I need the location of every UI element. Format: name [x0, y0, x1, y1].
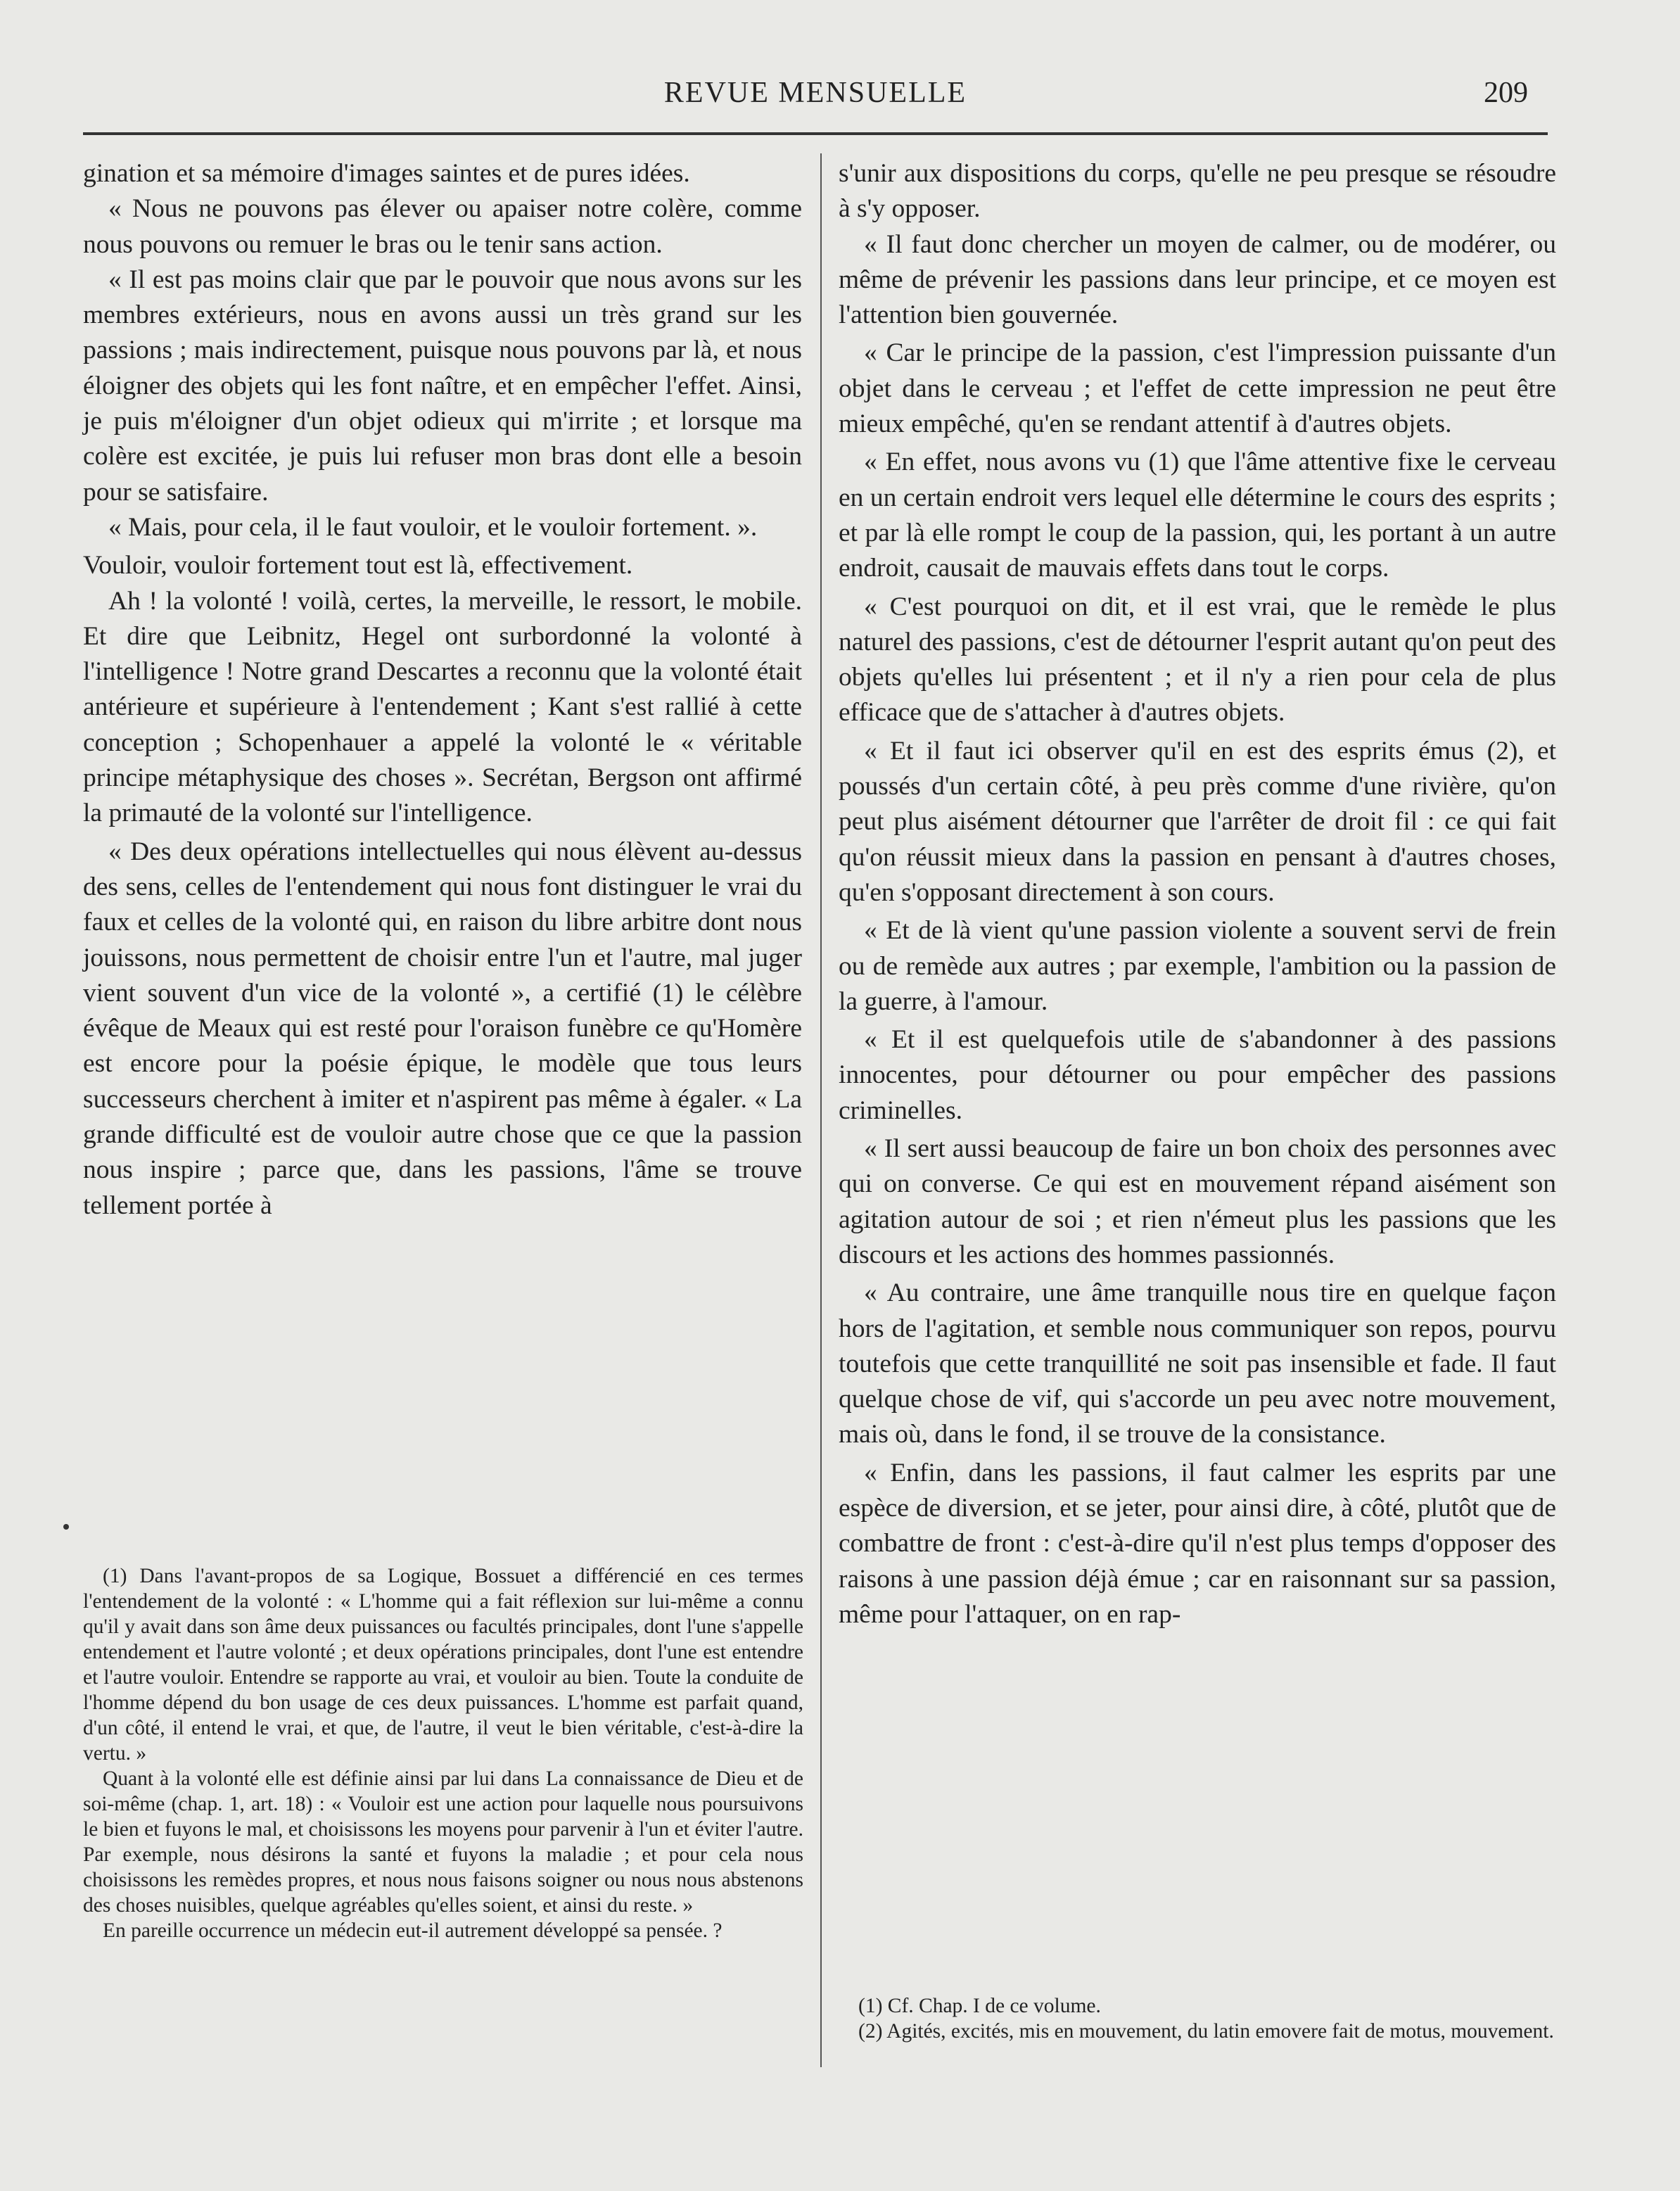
- paragraph: « En effet, nous avons vu (1) que l'âme attentive fixe le cerveau en un certain endroit vers lequel elle détermine le cours des esprits ; et par là elle rompt le coup de la passion, qui, les portant à un autre endroit, causait de mauvais effets dans tout le corps.: [839, 447, 1556, 583]
- bullet-mark: [63, 1524, 69, 1530]
- paragraph: « Mais, pour cela, il le faut vouloir, et le vouloir fortement. ».: [108, 512, 758, 542]
- paragraph: « Il sert aussi beaucoup de faire un bon choix des personnes avec qui on converse. Ce qui est en mouvement répand aisément son agitation autour de soi ; et rien n'émeut plus les passions que les discours et les actions des hommes passionnés.: [839, 1134, 1556, 1269]
- paragraph: s'unir aux dispositions du corps, qu'elle ne peu presque se résoudre à s'y opposer.: [839, 159, 1556, 224]
- paragraph: « Et il faut ici observer qu'il en est des esprits émus (2), et poussés d'un certain côté, à peu près comme d'une rivière, qu'on peut plus aisément détourner que l'arrêter de droit fil : ce qui fait qu'on réussit mieux dans la passion en pensant à d'autres choses, qu'en s'opposant directement à son cours.: [839, 736, 1556, 907]
- left-column: [83, 156, 802, 1224]
- footnote: En pareille occurrence un médecin eut-il autrement développé sa pensée. ?: [103, 1919, 723, 1942]
- paragraph: « Et il est quelquefois utile de s'abandonner à des passions innocentes, pour détourner ou pour empêcher des passions criminelles.: [839, 1025, 1556, 1125]
- paragraph: « Il faut donc chercher un moyen de calmer, ou de modérer, ou même de prévenir les passions dans leur principe, et ce moyen est l'attention bien gouvernée.: [839, 229, 1556, 330]
- paragraph: « C'est pourquoi on dit, et il est vrai, que le remède le plus naturel des passions, c'est de détourner l'esprit autant qu'on peut des objets qu'elles lui présentent ; et il n'y a rien pour cela de plus efficace que de s'attacher à d'autres objets.: [839, 592, 1556, 728]
- footnote: (2) Agités, excités, mis en mouvement, du latin emovere fait de motus, mouvement.: [858, 2020, 1554, 2043]
- running-header: [83, 76, 1548, 118]
- right-footnotes: [839, 1993, 1555, 2044]
- paragraph: gination et sa mémoire d'images saintes et de pures idées.: [83, 159, 690, 188]
- footnote: (1) Cf. Chap. I de ce volume.: [858, 1995, 1101, 2017]
- page-number: 209: [1484, 77, 1528, 109]
- footnote: (1) Dans l'avant-propos de sa Logique, Bossuet a différencié en ces termes l'entendement de la volonté : « L'homme qui a fait réflexion sur lui-même a connu qu'il y avait dans son âme deux puissances ou facultés principales, dont l'une s'appelle entendement et l'autre volonté ; et deux opérations principales, dont l'une est entendre et l'autre vouloir. Entendre se rapporte au vrai, et vouloir au bien. Toute la conduite de l'homme dépend du bon usage de ces deux puissances. L'homme est parfait quand, d'un côté, il entend le vrai, et que, de l'autre, il veut le bien véritable, c'est-à-dire la vertu. »: [83, 1565, 803, 1765]
- paragraph: Ah ! la volonté ! voilà, certes, la merveille, le ressort, le mobile. Et dire que Leibnitz, Hegel ont surbordonné la volonté à l'intelligence ! Notre grand Descartes a reconnu que la volonté était antérieure et supérieure à l'entendement ; Kant s'est rallié à cette conception ; Schopenhauer a appelé la volonté le « véritable principe métaphysique des choses ». Secrétan, Bergson ont affirmé la primauté de la volonté sur l'intelligence.: [83, 586, 802, 828]
- paragraph: « Enfin, dans les passions, il faut calmer les esprits par une espèce de diversion, et se jeter, pour ainsi dire, à côté, plutôt que de combattre de front : c'est-à-dire qu'il n'est plus temps d'opposer des raisons à une passion déjà émue ; car en raisonnant sur sa passion, même pour l'attaquer, on en rap-: [839, 1458, 1556, 1629]
- paragraph: « Des deux opérations intellectuelles qui nous élèvent au-dessus des sens, celles de l'entendement qui nous font distinguer le vrai du faux et celles de la volonté qui, en raison du libre arbitre dont nous jouissons, nous permettent de choisir entre l'un et l'autre, mal juger vient souvent d'un vice de la volonté », a certifié (1) le célèbre évêque de Meaux qui est resté pour l'oraison funèbre ce qu'Homère est encore pour la poésie épique, le modèle que tous leurs successeurs cherchent à imiter et n'aspirent pas même à égaler. « La grande difficulté est de vouloir autre chose que ce que la passion nous inspire ; parce que, dans les passions, l'âme se trouve tellement portée à: [83, 837, 802, 1220]
- paragraph: « Et de là vient qu'une passion violente a souvent servi de frein ou de remède aux autres ; par exemple, l'ambition ou la passion de la guerre, à l'amour.: [839, 916, 1556, 1016]
- left-footnotes: [83, 1563, 803, 1943]
- footnote: Quant à la volonté elle est définie ainsi par lui dans La connaissance de Dieu et de soi-même (chap. 1, art. 18) : « Vouloir est une action pour laquelle nous poursuivons le bien et fuyons le mal, et choisissons les moyens pour parvenir à l'un et éviter l'autre. Par exemple, nous désirons la santé et fuyons la maladie ; et pour cela nous choisissons les remèdes propres, et nous nous faisons soigner ou nous nous abstenons des choses nuisibles, quelque agréables qu'elles soient, et ainsi du reste. »: [83, 1767, 803, 1917]
- header-rule: [83, 132, 1548, 135]
- paragraph: « Car le principe de la passion, c'est l'impression puissante d'un objet dans le cerveau ; et l'effet de cette impression ne peut être mieux empêché, qu'en se rendant attentif à d'autres objets.: [839, 338, 1556, 439]
- paragraph: « Nous ne pouvons pas élever ou apaiser notre colère, comme nous pouvons ou remuer le bras ou le tenir sans action.: [83, 194, 802, 259]
- paragraph: « Au contraire, une âme tranquille nous tire en quelque façon hors de l'agitation, et semble nous communiquer son repos, pourvu toutefois que cette tranquillité ne soit pas insensible et fade. Il faut quelque chose de vif, qui s'accorde un peu avec notre mouvement, mais où, dans le fond, il se trouve de la consistance.: [839, 1278, 1556, 1449]
- column-divider: [820, 153, 822, 2067]
- paragraph: Vouloir, vouloir fortement tout est là, effectivement.: [83, 551, 633, 580]
- paragraph: « Il est pas moins clair que par le pouvoir que nous avons sur les membres extérieurs, nous en avons aussi un très grand sur les passions ; mais indirectement, puisque nous pouvons par là, et nous éloigner des objets qui les font naître, et en empêcher l'effet. Ainsi, je puis m'éloigner d'un objet odieux qui m'irrite ; et lorsque ma colère est excitée, je puis lui refuser mon bras dont elle a besoin pour se satisfaire.: [83, 265, 802, 507]
- journal-title: REVUE MENSUELLE: [663, 77, 967, 109]
- right-column: [839, 156, 1556, 1632]
